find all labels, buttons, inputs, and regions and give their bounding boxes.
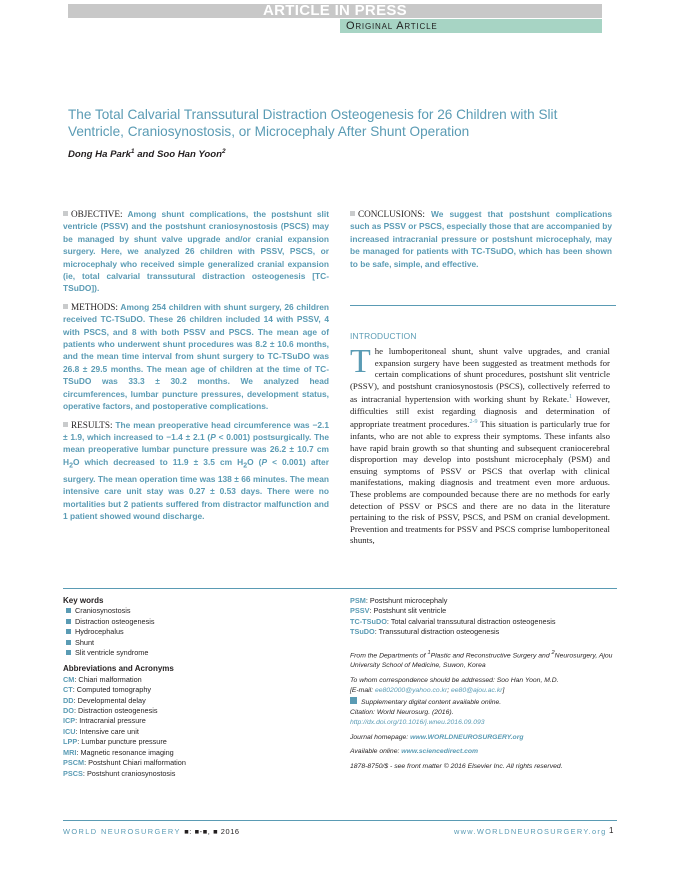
square-bullet-icon <box>66 619 71 624</box>
keyword-text: Distraction osteogenesis <box>75 616 155 626</box>
results-text-4: O ( <box>247 456 262 467</box>
citation: Citation: World Neurosurg. (2016). <box>350 708 454 716</box>
keyword-text: Hydrocephalus <box>75 627 124 637</box>
email-link-1[interactable]: ee802000@yahoo.co.kr <box>374 687 448 695</box>
supplementary-content-icon <box>350 697 357 704</box>
abbreviation-row: DO: Distraction osteogenesis <box>63 706 158 716</box>
square-bullet-icon <box>63 422 68 427</box>
correspondence-email: [E-mail: ee802000@yahoo.co.kr; ee80@ajou.ac.kr] <box>350 687 505 695</box>
abstract-objective <box>63 208 329 295</box>
p-value-symbol: P <box>261 456 268 467</box>
subscript-2: 2 <box>69 462 73 470</box>
available-online: Available online: www.sciencedirect.com <box>350 748 479 756</box>
email-link-2[interactable]: ee80@ajou.ac.kr <box>451 687 503 695</box>
footer-divider <box>63 820 617 821</box>
square-bullet-icon <box>350 211 355 216</box>
copyright: 1878-8750/$ - see front matter © 2016 Elsevier Inc. All rights reserved. <box>350 762 563 770</box>
abbreviation-definition: Transsutural distraction osteogenesis <box>378 627 500 637</box>
page-number: 1 <box>609 826 614 835</box>
subscript-2: 2 <box>243 462 248 470</box>
square-bullet-icon <box>63 304 68 309</box>
results-text-5: < 0.001) after surgery. The mean operation time was 138 ± 66 minutes. The mean intensive care unit stay was 0.27 ± 0.53 days. There were no mortalities but 2 patients suffered from distractor malfunction and 1 patient showed wound discharge. <box>63 456 329 522</box>
abbreviation-term: PSSV <box>350 606 370 616</box>
abstract-divider <box>350 305 616 306</box>
abbreviation-definition: Developmental delay <box>77 695 146 705</box>
abbreviation-row: PSSV: Postshunt slit ventricle <box>350 606 447 616</box>
journal-homepage: Journal homepage: www.WORLDNEUROSURGERY.org <box>350 733 524 741</box>
keywords-abbreviations-block <box>63 596 333 779</box>
abbreviation-term: DD <box>63 695 74 705</box>
keyword-text: Slit ventricle syndrome <box>75 648 149 658</box>
square-bullet-icon <box>66 640 71 645</box>
abbreviation-term: CT <box>63 685 73 695</box>
abbreviation-row: TSuDO: Transsutural distraction osteogenesis <box>350 627 500 637</box>
abbreviation-definition: Total calvarial transsutural distraction osteogenesis <box>390 616 556 626</box>
abbreviation-definition: Postshunt craniosynostosis <box>86 768 176 778</box>
introduction-body <box>350 343 610 547</box>
author-and: and <box>134 149 157 161</box>
author-2-affil: 2 <box>221 148 226 155</box>
keyword-text: Craniosynostosis <box>75 606 131 616</box>
article-type-banner: Original Article <box>340 19 602 33</box>
abbreviation-definition: Postshunt Chiari malformation <box>88 758 186 768</box>
abbreviation-term: LPP <box>63 737 78 747</box>
abbreviation-term: PSM <box>350 596 366 605</box>
journal-homepage-link[interactable]: www.WORLDNEUROSURGERY.org <box>410 733 524 741</box>
abbreviation-definition: Distraction osteogenesis <box>78 706 158 716</box>
footer-journal <box>63 827 240 836</box>
abbreviation-row: ICP: Intracranial pressure <box>63 716 146 726</box>
abbreviation-term: TC-TSuDO <box>350 616 387 626</box>
footnote-divider <box>63 588 617 589</box>
abbreviations-heading: Abbreviations and Acronyms <box>63 664 174 674</box>
affiliation: From the Departments of $^1$Plastic and Reconstructive Surgery and $^2$Neurosurgery, Ajou University School of Medicine, Suwon, Korea <box>350 649 613 670</box>
article-title: The Total Calvarial Transsutural Distraction Osteogenesis for 26 Children with Slit Ventricle, Craniosynostosis, or Microcephaly After Shunt Operation <box>68 107 558 139</box>
abbreviation-row: CT: Computed tomography <box>63 685 152 695</box>
keyword-item <box>63 617 333 627</box>
footer-journal-name: WORLD NEUROSURGERY <box>63 827 181 836</box>
intro-text-1: he lumboperitoneal shunt, shunt valve upgrades, and cranial expansion surgery have been suggested as treatment methods for certain complications of shunt procedures, postshunt slit ventricle (PSSV), and postshunt craniosynostosis (PSCS), collectively referred to as intracranial hypertension with working shunt by Rekate. <box>350 346 610 405</box>
abbreviation-definition: Lumbar puncture pressure <box>81 737 167 747</box>
abbreviation-row: PSCM: Postshunt Chiari malformation <box>63 758 186 768</box>
abbreviation-row: TC-TSuDO: Total calvarial transsutural distraction osteogenesis <box>350 616 556 626</box>
supplementary-note: Supplementary digital content available online. <box>350 697 620 708</box>
abbreviation-definition: Intracranial pressure <box>79 716 146 726</box>
results-label: RESULTS: <box>71 419 113 430</box>
abbreviation-definition: Intensive care unit <box>79 726 139 736</box>
abbreviation-row: CM: Chiari malformation <box>63 674 142 684</box>
abbreviation-term: ICU <box>63 726 76 736</box>
drop-cap: T <box>350 343 371 380</box>
abbreviation-definition: Chiari malformation <box>78 674 142 684</box>
abbreviation-term: DO <box>63 706 74 716</box>
abbreviation-term: PSCM <box>63 758 85 768</box>
conclusions-label: CONCLUSIONS: <box>358 209 425 219</box>
keyword-item <box>63 627 333 637</box>
correspondence: To whom correspondence should be addressed: Soo Han Yoon, M.D. <box>350 676 559 684</box>
keyword-item <box>63 638 333 648</box>
abstract-results <box>63 419 329 523</box>
reference-1[interactable]: 1 <box>569 394 573 401</box>
article-meta-block <box>350 596 620 772</box>
authors <box>68 148 226 160</box>
introduction-heading: INTRODUCTION <box>350 331 417 341</box>
abbreviation-definition: Magnetic resonance imaging <box>80 747 174 757</box>
results-text-1: The mean preoperative head circumference was −2.1 ± 1.9, which increased to −1.4 ± 2.1 ( <box>63 419 329 442</box>
abbreviation-term: ICP <box>63 716 76 726</box>
abbreviation-definition: Postshunt microcephaly <box>369 596 448 605</box>
methods-text: Among 254 children with shunt surgery, 26 children received TC-TSuDO. These 26 children included 14 with PSSV, 4 with PSCS, and 8 with both PSSV and PSCS. The mean age of patients who underwent shunt procedures was 8.2 ± 10.6 months, and the mean time interval from shunt surgery to TC-TSuDO was 26.8 ± 29.5 months. The mean age of children at the time of TC-TSuDO was 33.3 ± 30.2 months. We analyzed head circumferences, lumbar puncture pressures, development status, operative factors, and postoperative complications. <box>63 301 329 412</box>
keyword-item <box>63 606 333 616</box>
conclusions-text: We suggest that postshunt complications such as PSSV or PSCS, especially those that are accompanied by increased intracranial pressure or postshunt microcephaly, may be managed for patients with TC-TSuDO, which has been shown to be safe, simple, and effective. <box>350 209 612 269</box>
doi-link[interactable]: http://dx.doi.org/10.1016/j.wneu.2016.09.093 <box>350 719 485 727</box>
abbreviation-row: LPP: Lumbar puncture pressure <box>63 737 167 747</box>
methods-label: METHODS: <box>71 301 118 312</box>
abbreviation-term: CM <box>63 674 75 684</box>
keyword-text: Shunt <box>75 637 95 647</box>
results-text-3: O which decreased to 11.9 ± 3.5 cm H <box>72 456 244 467</box>
objective-label: OBJECTIVE: <box>71 209 123 219</box>
abbreviation-term: PSCS <box>63 768 83 778</box>
keywords-heading: Key words <box>63 596 104 605</box>
abbreviation-definition: Computed tomography <box>76 685 152 695</box>
square-bullet-icon <box>66 629 71 634</box>
author-1: Dong Ha Park <box>68 149 131 161</box>
intro-text-2: However, difficulties still exist regarding diagnosis and determination of appropriate treatment procedures. <box>350 394 610 430</box>
abbreviation-term: MRI <box>63 747 77 757</box>
abstract-conclusions <box>350 208 612 270</box>
abbreviation-row: PSM: Postshunt microcephaly <box>350 596 448 605</box>
abstract-methods <box>63 301 329 413</box>
p-value-symbol: P <box>210 431 216 442</box>
square-bullet-icon <box>66 608 71 613</box>
intro-text-3: This situation is particularly true for infants, who are not able to express their symptoms. These infants also have rapid brain growth so that shunting and subsequent craniocerebral disproportion may develop into postshunt microcephaly (PSM) and ensuing symptoms of PSSV or PSCS that overlap with clinical manifestations, making diagnosis and treatment even more arduous. These problems are compounded because there are no methods for early detection of PSSV or PSCS and there are no data in the literature pertaining to the risk of PSSV, PSCS, and PSM on cranial development. Prevention and treatments for PSSV and PSCS comprise lumboperitoneal shunts, <box>350 419 610 546</box>
abbreviation-definition: Postshunt slit ventricle <box>373 606 447 616</box>
footer-website[interactable]: www.WORLDNEUROSURGERY.org <box>454 827 607 836</box>
reference-2-9[interactable]: 2-9 <box>469 419 478 426</box>
abbreviation-row: PSCS: Postshunt craniosynostosis <box>63 768 176 778</box>
footer-issue: ■: ■-■, ■ 2016 <box>184 827 240 836</box>
abbreviation-row: MRI: Magnetic resonance imaging <box>63 747 174 757</box>
article-in-press-banner: ARTICLE IN PRESS <box>68 4 602 18</box>
abbreviation-row: DD: Developmental delay <box>63 695 146 705</box>
abstract-left-column <box>63 208 329 528</box>
square-bullet-icon <box>66 650 71 655</box>
abstract-right-column <box>350 208 612 276</box>
abbreviation-term: TSuDO <box>350 627 375 637</box>
results-text-2: < 0.001) postsurgically. The mean preoperative lumbar puncture pressure was 26.2 ± 10.7 cm H <box>63 431 329 467</box>
keyword-item <box>63 648 333 658</box>
square-bullet-icon <box>63 211 68 216</box>
author-2: Soo Han Yoon <box>156 149 222 161</box>
abbreviation-row: ICU: Intensive care unit <box>63 726 139 736</box>
objective-text: Among shunt complications, the postshunt slit ventricle (PSSV) and the postshunt craniosynostosis (PSCS) may be managed by shunt valve upgrade and/or cranial expansion surgery. Here, we analyzed 26 children with PSSV, PSCS, or microcephaly who received simple generalized cranial expansion (ie, total calvarial transsutural distraction osteogenesis [TC-TSuDO]). <box>63 209 329 294</box>
sciencedirect-link[interactable]: www.sciencedirect.com <box>401 748 479 756</box>
author-1-affil: 1 <box>130 148 135 155</box>
